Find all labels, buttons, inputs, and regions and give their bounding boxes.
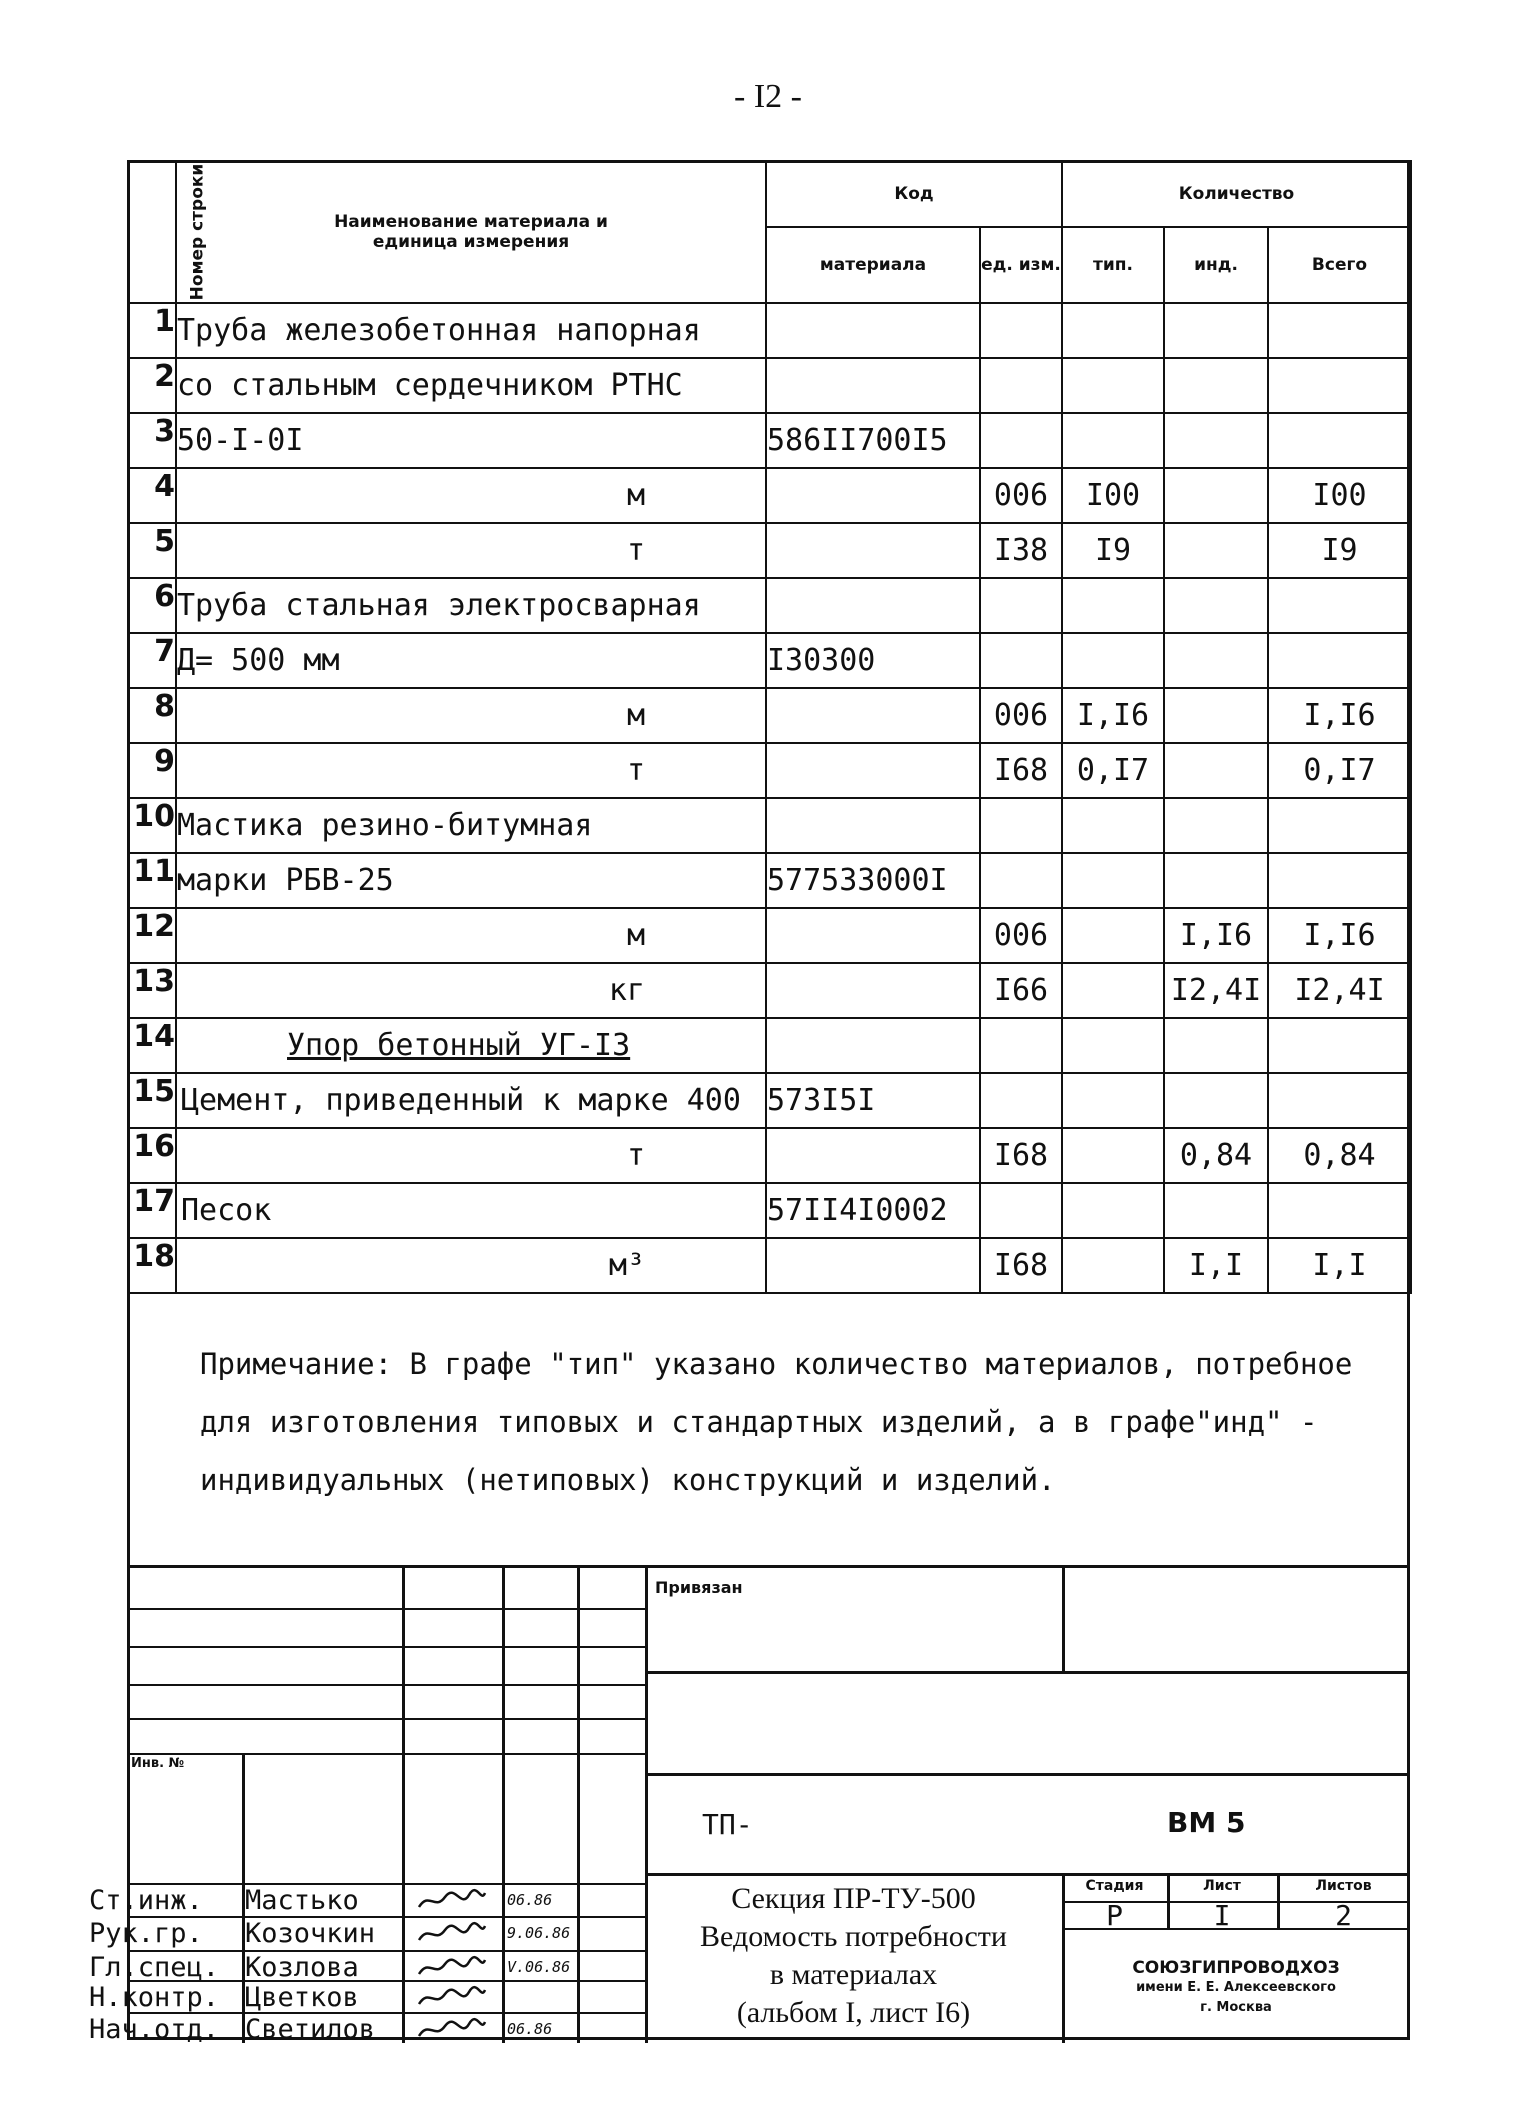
- row-number: 14: [128, 1018, 176, 1073]
- signature-icon: [417, 1889, 487, 1911]
- material-code: I30300: [766, 633, 980, 688]
- inventory-number-label: Инв. №: [131, 1756, 185, 1771]
- qty-ind: [1164, 303, 1268, 358]
- qty-tip: [1062, 963, 1164, 1018]
- material-code: [766, 688, 980, 743]
- qty-tip: [1062, 1128, 1164, 1183]
- material-code: 586II700I5: [766, 413, 980, 468]
- table-row: [128, 1073, 1411, 1128]
- row-number: 18: [128, 1238, 176, 1293]
- table-row: [128, 578, 1411, 633]
- table-row: [128, 413, 1411, 468]
- qty-total: [1268, 798, 1411, 853]
- table-row: [128, 743, 1411, 798]
- material-code: 577533000I: [766, 853, 980, 908]
- signatory-role: Нач.отд.: [89, 2014, 220, 2045]
- qty-total: I2,4I: [1268, 963, 1411, 1018]
- qty-ind: [1164, 853, 1268, 908]
- qty-tip: [1062, 633, 1164, 688]
- table-row: [128, 1238, 1411, 1293]
- unit-code: 006: [980, 468, 1062, 523]
- unit-code: [980, 413, 1062, 468]
- qty-total: I00: [1268, 468, 1411, 523]
- sheet-value: I: [1213, 1899, 1231, 1932]
- qty-total: [1268, 853, 1411, 908]
- qty-total: [1268, 358, 1411, 413]
- row-number: 16: [128, 1128, 176, 1183]
- table-row: [128, 688, 1411, 743]
- material-name: марки РБВ-25: [176, 853, 766, 908]
- material-code: 57II4I0002: [766, 1183, 980, 1238]
- qty-total: [1268, 1018, 1411, 1073]
- table-row: [128, 908, 1411, 963]
- table-row: [128, 1183, 1411, 1238]
- signatory-name: Цветков: [245, 1982, 359, 2013]
- material-code: [766, 798, 980, 853]
- material-name: т: [176, 523, 766, 578]
- header-unit: ед. изм.: [980, 227, 1062, 303]
- material-code: 573I5I: [766, 1073, 980, 1128]
- unit-code: [980, 1073, 1062, 1128]
- qty-tip: [1062, 1018, 1164, 1073]
- table-row: [128, 468, 1411, 523]
- row-number: 17: [128, 1183, 176, 1238]
- material-code: [766, 358, 980, 413]
- material-name: Труба стальная электросварная: [176, 578, 766, 633]
- header-quantity: Количество: [1062, 161, 1411, 227]
- header-ind: инд.: [1164, 227, 1268, 303]
- qty-total: [1268, 413, 1411, 468]
- unit-code: 006: [980, 908, 1062, 963]
- qty-total: [1268, 578, 1411, 633]
- sheets-label: Листов: [1315, 1878, 1372, 1894]
- material-code: [766, 578, 980, 633]
- signature-date: 9.06.86: [507, 1924, 571, 1942]
- qty-tip: [1062, 413, 1164, 468]
- header-tip: тип.: [1062, 227, 1164, 303]
- material-code: [766, 1238, 980, 1293]
- signatory-role: Н.контр.: [89, 1982, 220, 2013]
- material-code: [766, 908, 980, 963]
- row-number: 10: [128, 798, 176, 853]
- material-name: Мастика резино-битумная: [176, 798, 766, 853]
- qty-ind: 0,84: [1164, 1128, 1268, 1183]
- material-name: м: [176, 688, 766, 743]
- row-number: 11: [128, 853, 176, 908]
- qty-ind: [1164, 688, 1268, 743]
- qty-tip: [1062, 1183, 1164, 1238]
- qty-tip: [1062, 798, 1164, 853]
- table-row: [128, 1018, 1411, 1073]
- qty-total: I,I6: [1268, 908, 1411, 963]
- material-name: м: [176, 908, 766, 963]
- row-number: 4: [128, 468, 176, 523]
- row-number: 8: [128, 688, 176, 743]
- note: [200, 1335, 1400, 1509]
- header-name: Наименование материала и единица измерения: [176, 161, 766, 303]
- qty-ind: [1164, 578, 1268, 633]
- qty-tip: [1062, 853, 1164, 908]
- material-name: кг: [176, 963, 766, 1018]
- signatory-name: Светилов: [245, 2014, 376, 2045]
- unit-code: I66: [980, 963, 1062, 1018]
- material-name: м³: [176, 1238, 766, 1293]
- signature-date: V.06.86: [507, 1958, 571, 1976]
- row-number: 1: [128, 303, 176, 358]
- unit-code: I68: [980, 1128, 1062, 1183]
- signature-icon: [417, 2018, 487, 2040]
- table-row: [128, 963, 1411, 1018]
- qty-tip: I9: [1062, 523, 1164, 578]
- row-number: 3: [128, 413, 176, 468]
- unit-code: [980, 1183, 1062, 1238]
- header-row-number: Номер строки: [128, 161, 176, 303]
- unit-code: [980, 303, 1062, 358]
- material-name: 50-I-0I: [176, 413, 766, 468]
- qty-ind: I,I: [1164, 1238, 1268, 1293]
- unit-code: [980, 798, 1062, 853]
- qty-tip: [1062, 303, 1164, 358]
- qty-ind: [1164, 1018, 1268, 1073]
- qty-tip: [1062, 358, 1164, 413]
- qty-tip: [1062, 908, 1164, 963]
- qty-tip: I,I6: [1062, 688, 1164, 743]
- table-row: [128, 798, 1411, 853]
- organization: СОЮЗГИПРОВОДХОЗ имени Е. Е. Алексеевского г. Москва: [1132, 1958, 1340, 2015]
- row-number: 5: [128, 523, 176, 578]
- qty-ind: [1164, 633, 1268, 688]
- sheets-value: 2: [1335, 1899, 1352, 1932]
- row-number: 9: [128, 743, 176, 798]
- qty-ind: [1164, 1073, 1268, 1128]
- materials-table: [127, 160, 1412, 1294]
- row-number: 15: [128, 1073, 176, 1128]
- unit-code: [980, 633, 1062, 688]
- material-name: м: [176, 468, 766, 523]
- material-name: Д= 500 мм: [176, 633, 766, 688]
- table-row: [128, 358, 1411, 413]
- qty-ind: I,I6: [1164, 908, 1268, 963]
- header-code: Код: [766, 161, 1062, 227]
- signature-icon: [417, 1986, 487, 2008]
- qty-total: I9: [1268, 523, 1411, 578]
- table-row: [128, 633, 1411, 688]
- material-name: Цемент, приведенный к марке 400: [176, 1073, 766, 1128]
- unit-code: I38: [980, 523, 1062, 578]
- signatory-role: Гл.спец.: [89, 1952, 220, 1983]
- sheet-label: Лист: [1203, 1878, 1241, 1894]
- material-code: [766, 303, 980, 358]
- qty-total: [1268, 303, 1411, 358]
- note-line-3: индивидуальных (нетиповых) конструкций и изделий.: [200, 1463, 1056, 1497]
- table-row: [128, 853, 1411, 908]
- doc-code-right: ВМ 5: [1167, 1806, 1246, 1839]
- header-material: материала: [766, 227, 980, 303]
- material-name: Труба железобетонная напорная: [176, 303, 766, 358]
- material-code: [766, 963, 980, 1018]
- signatory-name: Козочкин: [245, 1918, 376, 1949]
- material-name: со стальным сердечником РТНС: [176, 358, 766, 413]
- stage-value: Р: [1106, 1899, 1123, 1932]
- table-row: [128, 1128, 1411, 1183]
- material-name: Песок: [176, 1183, 766, 1238]
- signatory-role: Ст.инж.: [89, 1885, 203, 1916]
- signatory-role: Рук.гр.: [89, 1918, 203, 1949]
- qty-tip: [1062, 1073, 1164, 1128]
- unit-code: 006: [980, 688, 1062, 743]
- qty-ind: [1164, 743, 1268, 798]
- material-code: [766, 1128, 980, 1183]
- qty-tip: I00: [1062, 468, 1164, 523]
- unit-code: [980, 853, 1062, 908]
- qty-ind: I2,4I: [1164, 963, 1268, 1018]
- qty-total: [1268, 633, 1411, 688]
- material-code: [766, 468, 980, 523]
- signature-date: 06.86: [507, 1891, 553, 1909]
- qty-ind: [1164, 358, 1268, 413]
- qty-total: I,I: [1268, 1238, 1411, 1293]
- signatory-name: Мастько: [245, 1885, 359, 1916]
- unit-code: I68: [980, 1238, 1062, 1293]
- qty-total: 0,I7: [1268, 743, 1411, 798]
- unit-code: I68: [980, 743, 1062, 798]
- material-code: [766, 523, 980, 578]
- title-block: [89, 1565, 1410, 2045]
- unit-code: [980, 1018, 1062, 1073]
- unit-code: [980, 358, 1062, 413]
- qty-total: [1268, 1073, 1411, 1128]
- unit-code: [980, 578, 1062, 633]
- stage-label: Стадия: [1085, 1878, 1144, 1894]
- table-row: [128, 303, 1411, 358]
- qty-ind: [1164, 523, 1268, 578]
- qty-ind: [1164, 468, 1268, 523]
- signatory-name: Козлова: [245, 1952, 359, 1983]
- qty-ind: [1164, 413, 1268, 468]
- row-number: 12: [128, 908, 176, 963]
- note-line-2: для изготовления типовых и стандартных изделий, а в графе"инд" -: [200, 1405, 1318, 1439]
- qty-total: 0,84: [1268, 1128, 1411, 1183]
- material-name: т: [176, 1128, 766, 1183]
- row-number: 7: [128, 633, 176, 688]
- qty-total: [1268, 1183, 1411, 1238]
- material-code: [766, 1018, 980, 1073]
- privyazan-label: Привязан: [655, 1578, 743, 1597]
- qty-tip: 0,I7: [1062, 743, 1164, 798]
- material-name: т: [176, 743, 766, 798]
- note-line-1: Примечание: В графе "тип" указано количество материалов, потребное: [200, 1347, 1353, 1381]
- row-number: 6: [128, 578, 176, 633]
- material-name: Упор бетонный УГ-I3: [176, 1018, 766, 1073]
- signature-date: 06.86: [507, 2020, 553, 2038]
- qty-total: I,I6: [1268, 688, 1411, 743]
- qty-tip: [1062, 1238, 1164, 1293]
- material-code: [766, 743, 980, 798]
- signature-icon: [417, 1922, 487, 1944]
- qty-tip: [1062, 578, 1164, 633]
- row-number: 13: [128, 963, 176, 1018]
- qty-ind: [1164, 798, 1268, 853]
- signature-icon: [417, 1956, 487, 1978]
- page-number: - I2 -: [734, 78, 802, 115]
- document-title: Секция ПР-ТУ-500 Ведомость потребности в материалах (альбом I, лист I6): [700, 1882, 1007, 2029]
- table-row: [128, 523, 1411, 578]
- row-number: 2: [128, 358, 176, 413]
- header-total: Всего: [1268, 227, 1411, 303]
- qty-ind: [1164, 1183, 1268, 1238]
- doc-code-left: ТП-: [702, 1808, 753, 1841]
